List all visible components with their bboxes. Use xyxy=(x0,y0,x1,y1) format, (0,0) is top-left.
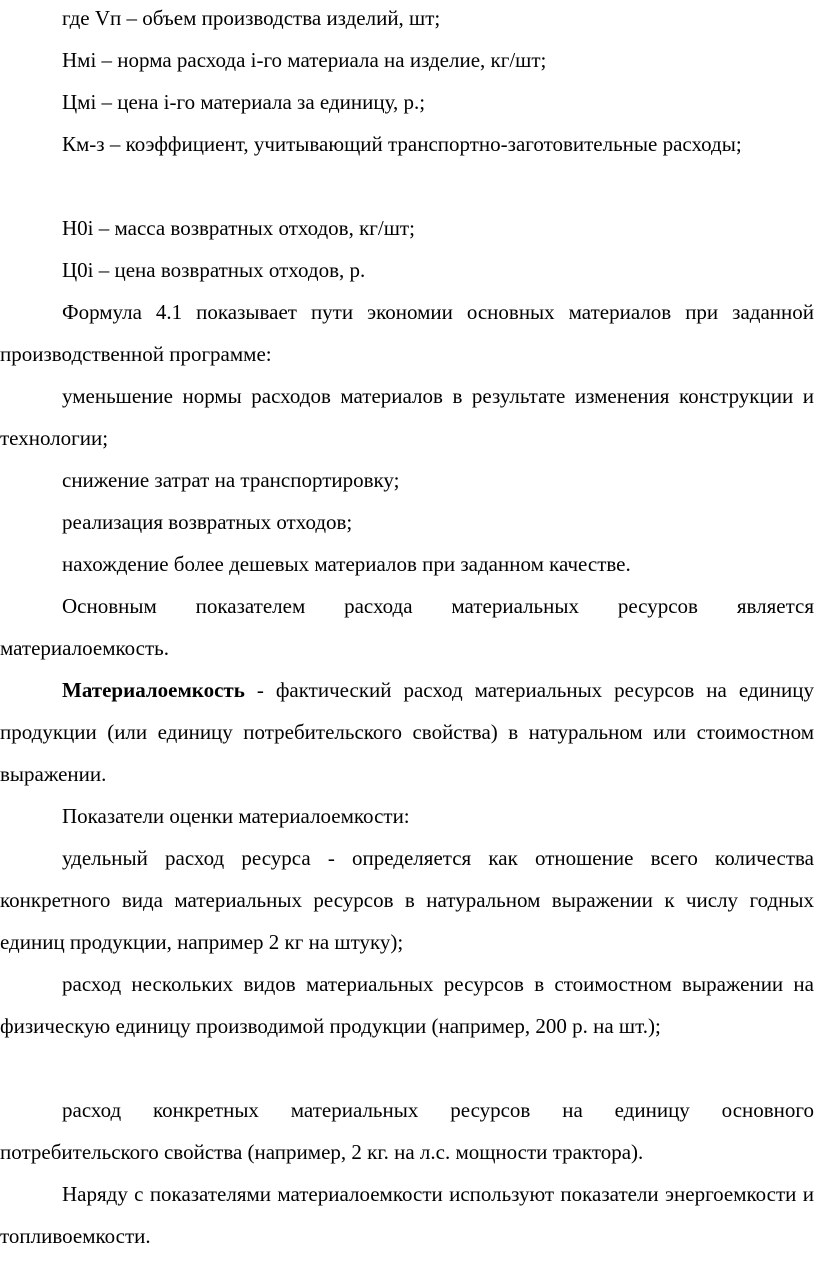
paragraph-return-waste: реализация возвратных отходов; xyxy=(62,510,353,534)
definition-text: - фактический расход материальных ресурсов на единицу продукции (или единицу потребительского свойства) в натуральном или стоимостном выражении. xyxy=(0,678,814,786)
paragraph-nmi-definition: Нмi – норма расхода i-го материала на изделие, кг/шт; xyxy=(62,48,547,72)
paragraph-cheaper-materials: нахождение более дешевых материалов при заданном качестве. xyxy=(62,552,631,576)
paragraph-indicators-heading: Показатели оценки материалоемкости: xyxy=(62,804,410,828)
paragraph-material-intensity-definition xyxy=(0,669,814,795)
paragraph-main-indicator: Основным показателем расхода материальных ресурсов является материалоемкость. xyxy=(0,594,814,660)
paragraph-formula-ways: Формула 4.1 показывает пути экономии основных материалов при заданной производственной программе: xyxy=(0,300,814,366)
paragraph-cmi-definition: Цмi – цена i-го материала за единицу, р.; xyxy=(62,90,426,114)
paragraph-vp-definition: где Vп – объем производства изделий, шт; xyxy=(62,6,441,30)
paragraph-cost-consumption: расход нескольких видов материальных ресурсов в стоимостном выражении на физическую единицу производимой продукции (например, 200 р. на шт.); xyxy=(0,972,814,1038)
paragraph-n0i-definition: Н0i – масса возвратных отходов, кг/шт; xyxy=(62,216,415,240)
paragraph-energy-intensity: Наряду с показателями материалоемкости используют показатели энергоемкости и топливоемкости. xyxy=(0,1182,814,1248)
paragraph-kmz-definition: Км-з – коэффициент, учитывающий транспортно-заготовительные расходы; xyxy=(62,132,742,156)
paragraph-property-consumption: расход конкретных материальных ресурсов на единицу основного потребительского свойства (например, 2 кг. на л.с. мощности трактора). xyxy=(0,1098,814,1164)
paragraph-transport-costs: снижение затрат на транспортировку; xyxy=(62,468,400,492)
paragraph-reduce-norms: уменьшение нормы расходов материалов в результате изменения конструкции и технологии; xyxy=(0,384,814,450)
paragraph-specific-consumption: удельный расход ресурса - определяется как отношение всего количества конкретного вида материальных ресурсов в натуральном выражении к числу годных единиц продукции, например 2 кг на штуку); xyxy=(0,846,814,954)
term-material-intensity: Материалоемкость xyxy=(62,678,245,702)
paragraph-c0i-definition: Ц0i – цена возвратных отходов, р. xyxy=(62,258,366,282)
